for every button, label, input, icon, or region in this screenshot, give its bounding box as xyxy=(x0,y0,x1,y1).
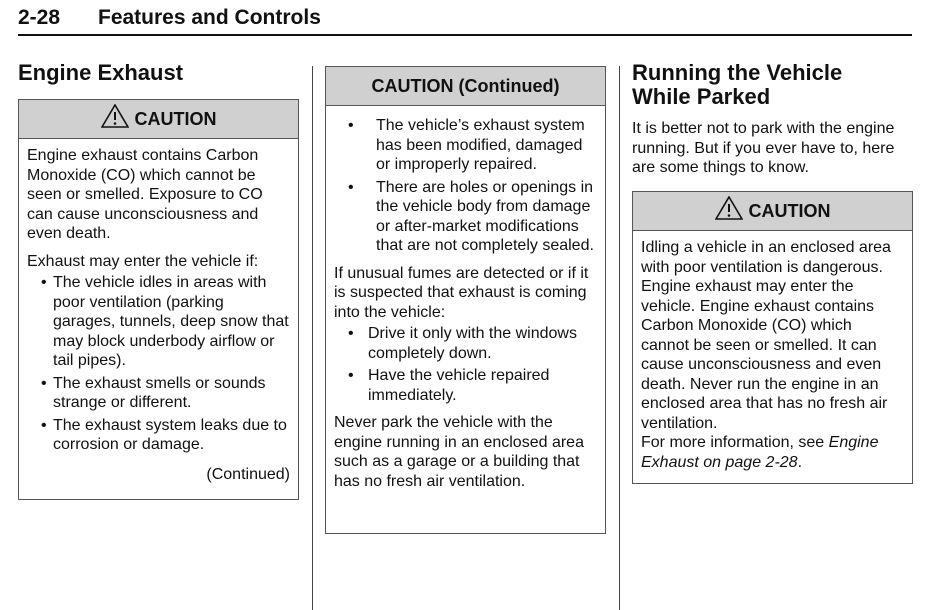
caution-list xyxy=(334,116,597,256)
list-item: • The exhaust system leaks due to corrosion or damage. xyxy=(27,416,290,455)
list-item: • Have the vehicle repaired immediately. xyxy=(334,366,597,405)
column-divider xyxy=(312,66,313,610)
list-item: • The vehicle’s exhaust system has been modified, damaged or improperly repaired. xyxy=(334,116,597,175)
caution-list xyxy=(334,324,597,405)
caution-box-continued xyxy=(325,66,606,534)
caution-paragraph: Engine exhaust contains Carbon Monoxide (CO) which cannot be seen or smelled. Exposure to CO can cause unconsciousness and even death. xyxy=(27,147,263,242)
continued-note: (Continued) xyxy=(206,465,290,483)
running-while-parked-heading xyxy=(632,61,842,109)
caution-body xyxy=(633,231,912,478)
list-item: • Drive it only with the windows completely down. xyxy=(334,324,597,363)
cross-reference-link[interactable]: Engine Exhaust on page 2-28 xyxy=(641,434,879,471)
caution-header xyxy=(633,192,912,231)
intro-paragraph: It is better not to park with the engine running. But if you ever have to, here are some things to know. xyxy=(632,120,895,176)
caution-list xyxy=(27,273,290,455)
caution-box-engine-exhaust xyxy=(18,99,299,500)
cross-reference-prefix: For more information, see xyxy=(641,434,825,451)
caution-paragraph: Exhaust may enter the vehicle if: xyxy=(27,252,259,270)
warning-triangle-icon xyxy=(715,196,743,220)
list-item: • The exhaust smells or sounds strange or different. xyxy=(27,374,290,413)
page-number: 2-28 xyxy=(18,6,61,29)
caution-paragraph: Idling a vehicle in an enclosed area with poor ventilation is dangerous. Engine exhaust may enter the vehicle. Engine exhaust contains Carbon Monoxide (CO) which cannot be seen or smelled. It can cause unconsciousness and even death. Never run the engine in an enclosed area that has no fresh air ventilation. xyxy=(641,239,891,432)
cross-reference-suffix: . xyxy=(797,453,803,471)
caution-label: CAUTION xyxy=(748,200,831,221)
caution-label: CAUTION (Continued) xyxy=(371,75,560,96)
engine-exhaust-heading: Engine Exhaust xyxy=(18,60,184,85)
caution-body xyxy=(19,139,298,490)
column-divider xyxy=(619,66,620,610)
caution-paragraph: If unusual fumes are detected or if it is suspected that exhaust is coming into the vehicle: xyxy=(334,264,589,321)
warning-triangle-icon xyxy=(101,104,129,128)
list-item: • The vehicle idles in areas with poor ventilation (parking garages, tunnels, deep snow that may block underbody airflow or tail pipes). xyxy=(27,273,290,371)
page-header xyxy=(18,6,912,36)
caution-box-running-parked xyxy=(632,191,913,484)
caution-header xyxy=(19,100,298,139)
section-title: Features and Controls xyxy=(98,6,321,29)
list-item: • There are holes or openings in the vehicle body from damage or after-market modifications that are not completely sealed. xyxy=(334,178,597,256)
caution-body xyxy=(326,106,605,505)
caution-paragraph: Never park the vehicle with the engine running in an enclosed area such as a garage or a building that has no fresh air ventilation. xyxy=(334,414,584,490)
cross-reference xyxy=(641,433,904,472)
caution-header xyxy=(326,67,605,106)
heading-line: While Parked xyxy=(632,84,771,109)
caution-label: CAUTION xyxy=(134,108,217,129)
heading-line: Running the Vehicle xyxy=(632,60,843,85)
